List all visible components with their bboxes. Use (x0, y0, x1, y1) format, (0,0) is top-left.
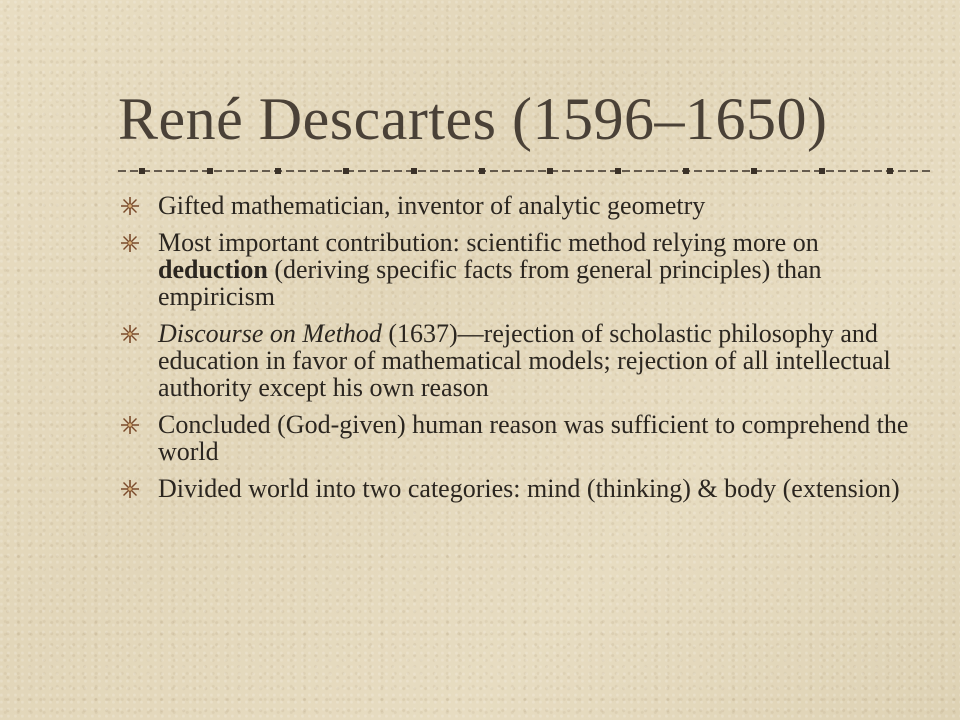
text-run: (1637)—rejection of scholastic philosophy and education in favor of mathematical models; rejection of all intellectual authority except his own reason (158, 319, 891, 402)
bullet-text (158, 191, 705, 220)
divider-marker (207, 168, 213, 174)
divider-marker (819, 168, 825, 174)
bold-term: deduction (158, 255, 268, 284)
bullet-item (118, 229, 928, 310)
bullet-item (118, 320, 928, 401)
divider-marker (547, 168, 553, 174)
starburst-bullet-icon (120, 479, 140, 499)
starburst-bullet-icon (120, 233, 140, 253)
starburst-bullet-icon (120, 324, 140, 344)
title-divider (118, 164, 930, 178)
divider-marker (615, 168, 621, 174)
divider-marker (139, 168, 145, 174)
bullet-text (158, 319, 891, 402)
text-run: (deriving specific facts from general principles) than empiricism (158, 255, 822, 311)
divider-marker (343, 168, 349, 174)
divider-marker (683, 168, 689, 174)
starburst-bullet-icon (120, 196, 140, 216)
divider-marker (751, 168, 757, 174)
bullet-text (158, 228, 822, 311)
bullet-item (118, 475, 928, 502)
text-run: Most important contribution: scientific method relying more on (158, 228, 819, 257)
slide-title: René Descartes (1596–1650) (118, 86, 828, 152)
bullet-item (118, 411, 928, 465)
bullet-item (118, 192, 928, 219)
divider-marker (479, 168, 485, 174)
divider-marker (275, 168, 281, 174)
text-run: Gifted mathematician, inventor of analytic geometry (158, 191, 706, 220)
divider-marker (411, 168, 417, 174)
text-run: Divided world into two categories: mind (thinking) & body (extension) (158, 474, 900, 503)
bullet-list (118, 192, 928, 512)
bullet-text (158, 474, 900, 503)
starburst-bullet-icon (120, 415, 140, 435)
italic-title: Discourse on Method (158, 319, 382, 348)
divider-marker (887, 168, 893, 174)
bullet-text (158, 410, 908, 466)
text-run: Concluded (God-given) human reason was sufficient to comprehend the world (158, 410, 909, 466)
